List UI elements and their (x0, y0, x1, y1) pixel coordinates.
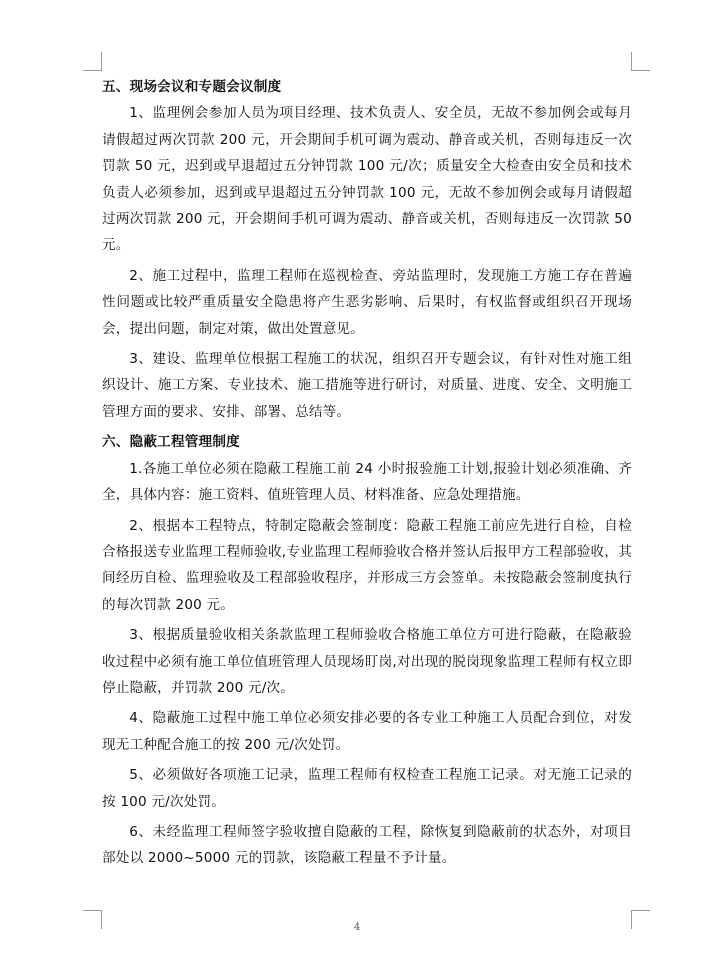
page-number: 4 (353, 922, 361, 933)
section5-paragraph-3: 3、建设、监理单位根据工程施工的状况，组织召开专题会议，有针对性对施工组织设计、施工方案、专业技术、施工措施等进行研讨，对质量、进度、安全、文明施工管理方面的要求、安排、部署、总结等。 (102, 351, 632, 420)
section6-paragraph-2: 2、根据本工程特点，特制定隐蔽会签制度：隐蔽工程施工前应先进行自检，自检合格报送专业监理工程师验收,专业监理工程师验收合格并签认后报甲方工程部验收，其间经历自检、监理验收及工程部验收程序，并形成三方会签单。未按隐蔽会签制度执行的每次罚款 200 元。 (102, 517, 632, 613)
crop-mark-top-right (631, 52, 650, 71)
section6-paragraph-3: 3、根据质量验收相关条款监理工程师验收合格施工单位方可进行隐蔽，在隐蔽验收过程中必须有施工单位值班管理人员现场盯岗,对出现的脱岗现象监理工程师有权立即停止隐蔽，并罚款 200 元/次。 (102, 627, 632, 696)
section6-paragraph-1: 1.各施工单位必须在隐蔽工程施工前 24 小时报验施工计划,报验计划必须准确、齐全，具体内容：施工资料、值班管理人员、材料准备、应急处理措施。 (102, 460, 632, 504)
document-body (102, 74, 632, 876)
section-heading-5: 五、现场会议和专题会议制度 (102, 79, 282, 95)
section5-paragraph-2: 2、施工过程中，监理工程师在巡视检查、旁站监理时，发现施工方施工存在普遍性问题或比较严重质量安全隐患将产生恶劣影响、后果时，有权监督或组织召开现场会，提出问题，制定对策，做出处置意见。 (102, 267, 632, 337)
section-heading-6: 六、隐蔽工程管理制度 (102, 434, 240, 451)
section6-paragraph-4: 4、隐蔽施工过程中施工单位必须安排必要的各专业工种施工人员配合到位，对发现无工种配合施工的按 200 元/次处罚。 (102, 710, 632, 753)
section5-paragraph-1: 1、监理例会参加人员为项目经理、技术负责人、安全员，无故不参加例会或每月请假超过两次罚款 200 元，开会期间手机可调为震动、静音或关机，否则每违反一次罚款 50 元，迟到或早退超过五分钟罚款 100 元/次；质量安全大检查由安全员和技术负责人必须参加，迟到或早退超过五分钟罚款 100 元，无故不参加例会或每月请假超过两次罚款 200 元，开会期间手机可调为震动、静音或关机，否则每违反一次罚款 50 元。 (102, 105, 632, 254)
crop-mark-top-left (83, 52, 102, 71)
section6-paragraph-5: 5、必须做好各项施工记录，监理工程师有权检查工程施工记录。对无施工记录的按 100 元/次处罚。 (102, 767, 632, 810)
section6-paragraph-6: 6、未经监理工程师签字验收擅自隐蔽的工程，除恢复到隐蔽前的状态外，对项目部处以 2000~5000 元的罚款，该隐蔽工程量不予计量。 (102, 823, 632, 867)
